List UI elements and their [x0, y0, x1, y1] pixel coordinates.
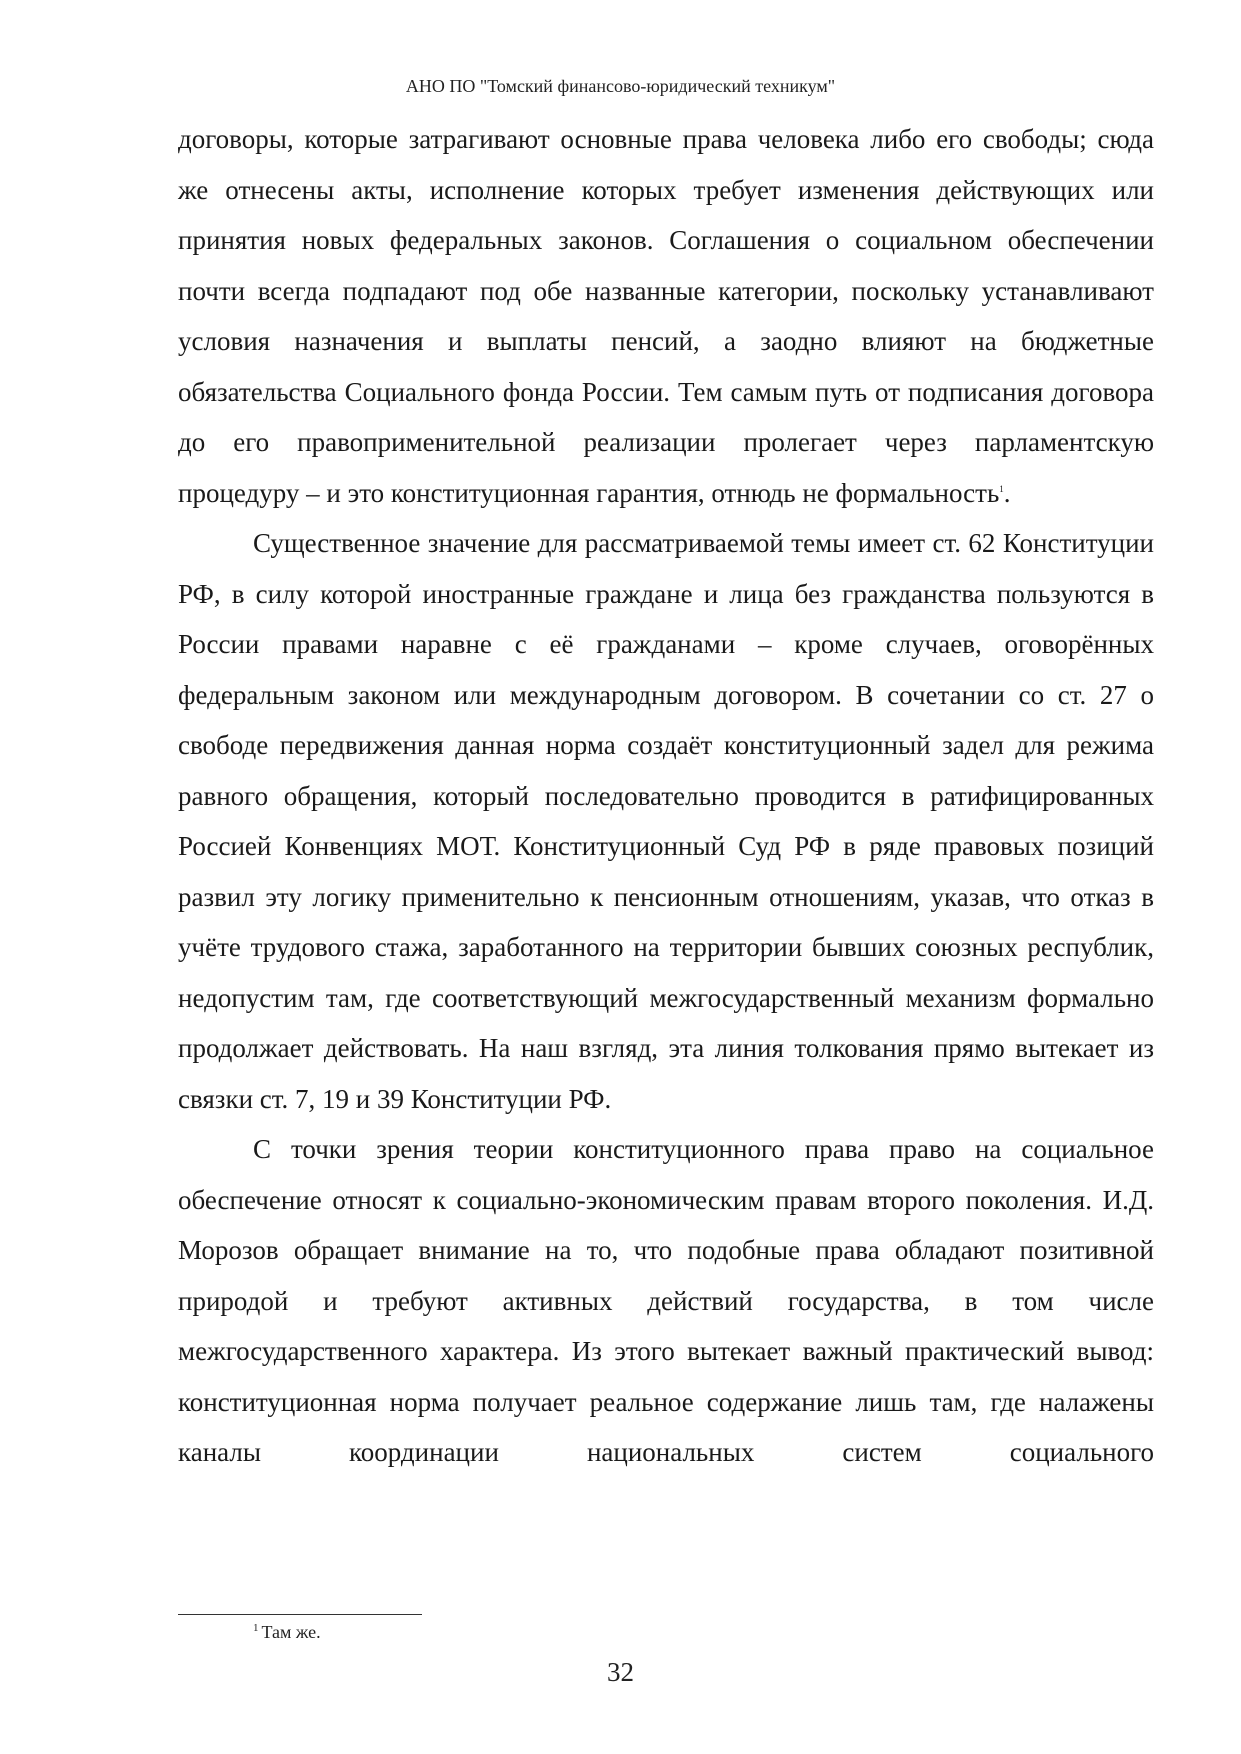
footnote-number: 1: [253, 1622, 259, 1634]
paragraph-2: Существенное значение для рассматриваемой темы имеет ст. 62 Конституции РФ, в силу которой иностранные граждане и лица без гражданства пользуются в России правами наравне с её гражданами – кроме случаев, оговорённых федеральным законом или международным договором. В сочетании со ст. 27 о свободе передвижения данная норма создаёт конституционный задел для режима равного обращения, который последовательно проводится в ратифицированных Россией Конвенциях МОТ. Конституционный Суд РФ в ряде правовых позиций развил эту логику применительно к пенсионным отношениям, указав, что отказ в учёте трудового стажа, заработанного на территории бывших союзных республик, недопустим там, где соответствующий межгосударственный механизм формально продолжает действовать. На наш взгляд, эта линия толкования прямо вытекает из связки ст. 7, 19 и 39 Конституции РФ.: [178, 528, 1154, 1114]
body-text: [178, 114, 1154, 1478]
running-header: АНО ПО "Томский финансово-юридический техникум": [405, 76, 836, 96]
footnote-reference[interactable]: 1: [999, 483, 1004, 494]
paragraph-1: [178, 114, 1154, 518]
paragraph-1-text: договоры, которые затрагивают основные права человека либо его свободы; сюда же отнесены акты, исполнение которых требует изменения действующих или принятия новых федеральных законов. Соглашения о социальном обеспечении почти всегда подпадают под обе названные категории, поскольку устанавливают условия назначения и выплаты пенсий, а заодно влияют на бюджетные обязательства Социального фонда России. Тем самым путь от подписания договора до его правоприменительной реализации пролегает через парламентскую процедуру – и это конституционная гарантия, отнюдь не формальность: [178, 124, 1154, 508]
footnote-text: Там же.: [261, 1622, 321, 1642]
footnote-separator: [178, 1614, 422, 1615]
paragraph-1-end: .: [1003, 477, 1011, 508]
footnote: [253, 1620, 321, 1644]
page-number: 32: [607, 1657, 634, 1687]
paragraph-3: С точки зрения теории конституционного права право на социальное обеспечение относят к социально-экономическим правам второго поколения. И.Д. Морозов обращает внимание на то, что подобные права обладают позитивной природой и требуют активных действий государства, в том числе межгосударственного характера. Из этого вытекает важный практический вывод: конституционная норма получает реальное содержание лишь там, где налажены каналы координации национальных систем социального: [178, 1134, 1154, 1467]
